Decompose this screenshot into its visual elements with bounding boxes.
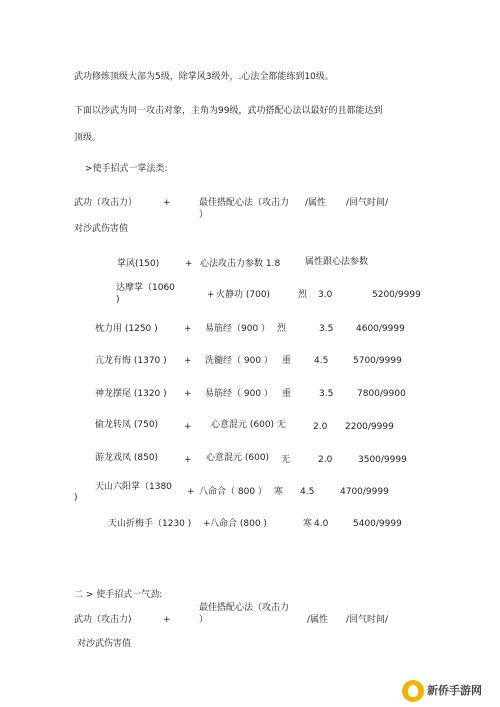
- row-damage: 4700/9999: [340, 487, 389, 497]
- row-skill: 神龙摆尾 (1320 ): [95, 389, 167, 399]
- watermark: [402, 679, 494, 703]
- row-attr: 重: [282, 389, 292, 399]
- header-damage: 对沙武伤害值: [74, 224, 129, 234]
- section2-title: 二 > 使手招式一气劲:: [74, 590, 163, 600]
- row-mind: 易筋经（900 ）: [205, 324, 271, 334]
- row-damage: 5400/9999: [353, 519, 402, 529]
- row-mind: 心意混元 (600): [206, 453, 270, 463]
- header-damage: 对沙武伤害值: [77, 639, 132, 649]
- row-factor: 4.5: [314, 356, 329, 366]
- row-plus: +: [187, 487, 195, 497]
- row-attr: 寒: [303, 519, 313, 529]
- row-factor: 3.5: [319, 389, 334, 399]
- intro-line-2a: 下面以沙武为同一攻击对象，主角为99级，武功搭配心法以最好的且都能达到: [74, 106, 383, 116]
- row-skill: 偷龙转凤 (750): [95, 420, 159, 430]
- row-factor: 4.0: [314, 519, 329, 529]
- header-plus: +: [163, 198, 171, 208]
- header-mind-close: ）: [199, 210, 209, 220]
- row-factor: 3.5: [319, 324, 334, 334]
- row-factor: 2.0: [318, 455, 333, 465]
- row-mind: 火静功 (700): [216, 290, 271, 300]
- row-factor: 4.5: [300, 487, 315, 497]
- section1-title: >使手招式一掌法类:: [85, 164, 168, 174]
- gourd-logo-icon: [402, 680, 424, 702]
- header-skill: 武功（攻击力): [74, 615, 132, 625]
- row-damage: 5700/9999: [353, 356, 402, 366]
- row-mind: 易筋经（ 900 ）: [205, 389, 273, 399]
- header-attr: /属性: [307, 615, 329, 625]
- row-plus: +: [207, 290, 215, 300]
- row-skill: 游龙戏凤 (850): [95, 453, 159, 463]
- row-plus: +: [185, 259, 193, 269]
- header-time: /回气时间/: [346, 615, 389, 625]
- row-damage: 2200/9999: [345, 422, 394, 432]
- row-damage: 4600/9999: [356, 324, 405, 334]
- row-plus: +: [184, 389, 192, 399]
- row-damage: 3500/9999: [358, 455, 407, 465]
- row-damage: 7800/9900: [357, 389, 406, 399]
- row-attr: 无: [281, 455, 291, 465]
- row-plus: +: [203, 519, 211, 529]
- row-plus: +: [184, 455, 192, 465]
- watermark-text: 新侨手游网: [427, 684, 482, 698]
- intro-line-1: 武功修炼顶级大部为5级，除掌风3级外，.心法全都能练到10级。: [74, 72, 334, 82]
- intro-line-2b: 顶级。: [74, 133, 102, 143]
- header-mind-close: ）: [199, 615, 209, 625]
- row-skill: 掌风(150): [117, 259, 160, 269]
- header-attr: /属性: [305, 198, 327, 208]
- row-attr: 寒: [274, 487, 284, 497]
- row-plus: +: [184, 356, 192, 366]
- row-factor: 3.0: [318, 290, 333, 300]
- row-plus: +: [184, 422, 192, 432]
- row-skill: 天山六阳掌（1380: [95, 482, 172, 492]
- row-mind: 心意混元 (600) 无: [211, 420, 286, 430]
- row-factor: 2.0: [313, 422, 328, 432]
- row-mind: 八命合（ 800 ）: [199, 487, 267, 497]
- row-skill-close: ): [116, 295, 120, 305]
- row-mind: 洗髓经（ 900 ）: [205, 356, 273, 366]
- row-skill: 达摩掌（1060: [116, 283, 175, 293]
- header-mind: 最佳搭配心法（攻击力: [199, 198, 290, 208]
- row-damage: 5200/9999: [372, 290, 421, 300]
- row-plus: +: [184, 324, 192, 334]
- row-skill: 天山折梅手（1230 ): [108, 519, 192, 529]
- row-skill: 亢龙有悔 (1370 ): [95, 356, 167, 366]
- row-mind: 八命合 (800 ): [210, 519, 267, 529]
- row-mind: 心法攻击力参数 1.8: [200, 259, 281, 269]
- row-skill-close: ): [74, 493, 78, 503]
- row-damage: 属性跟心法参数: [305, 257, 369, 267]
- row-attr: 烈: [277, 324, 287, 334]
- header-mind: 最佳搭配心法（攻击力: [199, 603, 290, 613]
- row-attr: 烈: [298, 290, 308, 300]
- row-attr: 重: [282, 356, 292, 366]
- header-skill: 武功（攻击力）: [74, 198, 138, 208]
- row-skill: 枕力用 (1250 ): [95, 324, 158, 334]
- header-plus: +: [163, 615, 171, 625]
- header-time: /回气时间/: [346, 198, 389, 208]
